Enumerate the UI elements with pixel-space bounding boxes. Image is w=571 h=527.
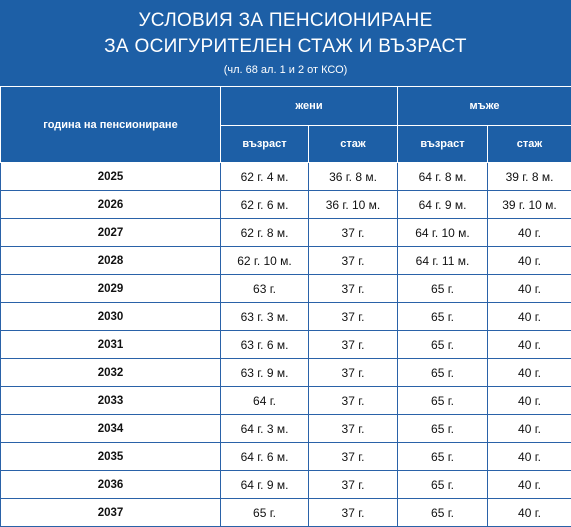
table-row (1, 163, 571, 191)
table-body (1, 163, 571, 527)
men-age-cell: 65 г. (398, 359, 488, 387)
women-age-cell: 63 г. 6 м. (221, 331, 309, 359)
men-service-cell: 40 г. (488, 331, 571, 359)
men-age-cell: 65 г. (398, 331, 488, 359)
subtitle: (чл. 68 ал. 1 и 2 от КСО) (0, 64, 571, 76)
women-service-cell: 37 г. (309, 471, 398, 499)
year-cell: 2036 (1, 471, 221, 499)
men-service-cell: 40 г. (488, 471, 571, 499)
year-cell: 2025 (1, 163, 221, 191)
women-age-cell: 63 г. 9 м. (221, 359, 309, 387)
men-age-cell: 65 г. (398, 387, 488, 415)
men-age-cell: 64 г. 9 м. (398, 191, 488, 219)
men-age-cell: 65 г. (398, 275, 488, 303)
women-service-cell: 36 г. 8 м. (309, 163, 398, 191)
women-age-cell: 64 г. (221, 387, 309, 415)
year-cell: 2026 (1, 191, 221, 219)
women-service-cell: 36 г. 10 м. (309, 191, 398, 219)
table-row (1, 359, 571, 387)
men-age-cell: 65 г. (398, 303, 488, 331)
women-age-cell: 64 г. 6 м. (221, 443, 309, 471)
men-age-cell: 65 г. (398, 499, 488, 527)
men-service-cell: 40 г. (488, 443, 571, 471)
men-service-cell: 40 г. (488, 219, 571, 247)
men-age-cell: 65 г. (398, 415, 488, 443)
year-cell: 2030 (1, 303, 221, 331)
men-service-cell: 40 г. (488, 359, 571, 387)
year-cell: 2031 (1, 331, 221, 359)
men-service-cell: 39 г. 10 м. (488, 191, 571, 219)
men-column-header: мъже (398, 87, 571, 126)
year-cell: 2037 (1, 499, 221, 527)
table-row (1, 499, 571, 527)
women-age-cell: 63 г. 3 м. (221, 303, 309, 331)
women-service-cell: 37 г. (309, 331, 398, 359)
pension-conditions-table (0, 86, 571, 527)
table-row (1, 387, 571, 415)
year-column-header: година на пенсиониране (1, 87, 221, 163)
title-banner (0, 0, 571, 86)
women-column-header: жени (221, 87, 398, 126)
table-row (1, 275, 571, 303)
men-service-cell: 40 г. (488, 303, 571, 331)
men-service-cell: 39 г. 8 м. (488, 163, 571, 191)
women-service-cell: 37 г. (309, 359, 398, 387)
men-service-cell: 40 г. (488, 387, 571, 415)
table-row (1, 247, 571, 275)
women-service-cell: 37 г. (309, 443, 398, 471)
women-age-cell: 62 г. 8 м. (221, 219, 309, 247)
women-age-cell: 64 г. 9 м. (221, 471, 309, 499)
year-cell: 2028 (1, 247, 221, 275)
women-service-cell: 37 г. (309, 303, 398, 331)
men-service-cell: 40 г. (488, 275, 571, 303)
table-row (1, 191, 571, 219)
men-age-cell: 64 г. 8 м. (398, 163, 488, 191)
men-service-header: стаж (488, 126, 571, 163)
women-age-cell: 63 г. (221, 275, 309, 303)
year-cell: 2032 (1, 359, 221, 387)
women-service-header: стаж (309, 126, 398, 163)
table-row (1, 415, 571, 443)
women-age-cell: 62 г. 6 м. (221, 191, 309, 219)
women-service-cell: 37 г. (309, 415, 398, 443)
title-line-2: ЗА ОСИГУРИТЕЛЕН СТАЖ И ВЪЗРАСТ (0, 36, 571, 58)
women-service-cell: 37 г. (309, 499, 398, 527)
year-cell: 2029 (1, 275, 221, 303)
table-row (1, 331, 571, 359)
women-service-cell: 37 г. (309, 219, 398, 247)
men-age-cell: 64 г. 10 м. (398, 219, 488, 247)
women-service-cell: 37 г. (309, 247, 398, 275)
table-row (1, 443, 571, 471)
men-service-cell: 40 г. (488, 247, 571, 275)
title-line-1: УСЛОВИЯ ЗА ПЕНСИОНИРАНЕ (0, 10, 571, 32)
year-cell: 2027 (1, 219, 221, 247)
men-age-cell: 64 г. 11 м. (398, 247, 488, 275)
women-service-cell: 37 г. (309, 275, 398, 303)
women-age-cell: 64 г. 3 м. (221, 415, 309, 443)
women-age-cell: 62 г. 10 м. (221, 247, 309, 275)
year-cell: 2033 (1, 387, 221, 415)
year-cell: 2035 (1, 443, 221, 471)
men-age-header: възраст (398, 126, 488, 163)
men-age-cell: 65 г. (398, 471, 488, 499)
men-age-cell: 65 г. (398, 443, 488, 471)
women-age-header: възраст (221, 126, 309, 163)
table-row (1, 303, 571, 331)
women-age-cell: 62 г. 4 м. (221, 163, 309, 191)
men-service-cell: 40 г. (488, 415, 571, 443)
women-age-cell: 65 г. (221, 499, 309, 527)
men-service-cell: 40 г. (488, 499, 571, 527)
table-row (1, 219, 571, 247)
year-cell: 2034 (1, 415, 221, 443)
table-row (1, 471, 571, 499)
women-service-cell: 37 г. (309, 387, 398, 415)
